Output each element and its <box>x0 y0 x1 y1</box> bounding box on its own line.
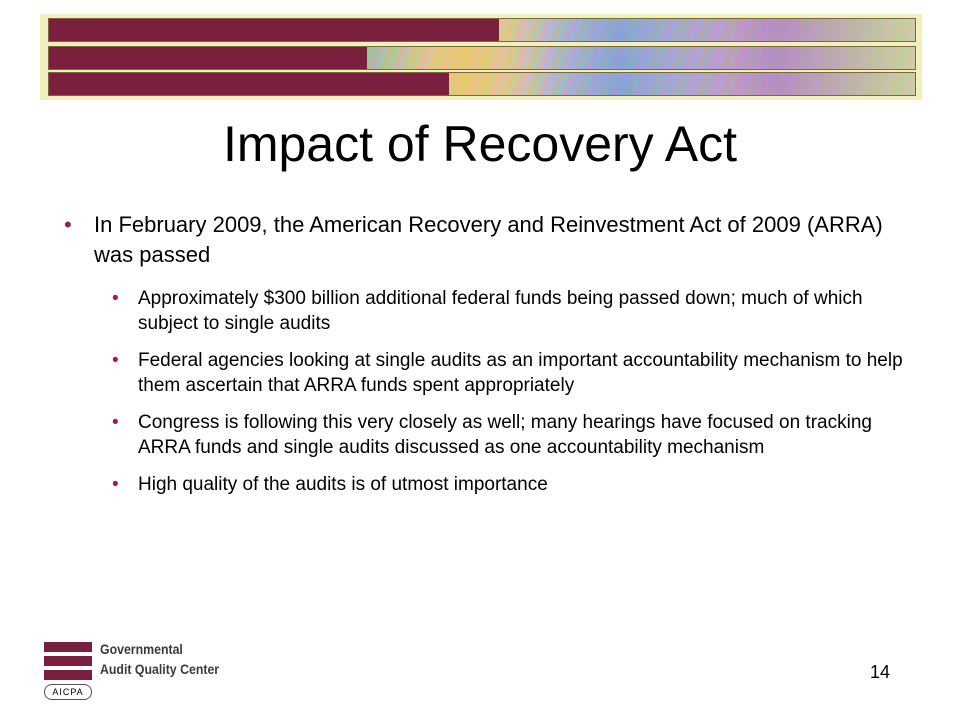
bullet-level-2 <box>112 410 904 460</box>
banner-stripe-3 <box>48 72 916 96</box>
bullet-text: Congress is following this very closely as well; many hearings have focused on tracking ARRA funds and single audits discussed as one accountability mechanism <box>138 412 872 458</box>
bullet-text: In February 2009, the American Recovery and Reinvestment Act of 2009 (ARRA) was passed <box>94 212 883 267</box>
logo-bar-icon <box>44 656 92 666</box>
banner-stripe-1 <box>48 18 916 42</box>
slide-content <box>64 210 904 509</box>
bullet-level-2 <box>112 472 904 497</box>
bullet-text: High quality of the audits is of utmost importance <box>138 474 548 495</box>
page-number: 14 <box>870 662 891 682</box>
bullet-icon: • <box>112 412 119 433</box>
logo-line-2: Audit Quality Center <box>100 661 220 677</box>
aicpa-badge: AICPA <box>44 684 92 700</box>
bullet-text: Approximately $300 billion additional federal funds being passed down; much of which subject to single audits <box>138 288 863 334</box>
bullet-icon: • <box>112 350 119 371</box>
decorative-banner <box>40 14 922 100</box>
bullet-icon: • <box>112 474 119 495</box>
banner-stripe-3-fill <box>49 73 449 95</box>
banner-stripe-1-fill <box>49 19 499 41</box>
banner-stripe-2 <box>48 46 916 70</box>
logo-bar-icon <box>44 670 92 680</box>
banner-stripe-2-fill <box>49 47 367 69</box>
bullet-icon: • <box>112 288 119 309</box>
bullet-level-1 <box>64 210 904 270</box>
bullet-level-2 <box>112 348 904 398</box>
slide-title: Impact of Recovery Act <box>222 116 738 172</box>
bullet-icon: • <box>64 212 72 237</box>
gaqc-logo <box>44 642 244 700</box>
bullet-level-2 <box>112 286 904 336</box>
logo-bar-icon <box>44 642 92 652</box>
bullet-text: Federal agencies looking at single audits as an important accountability mechanism to help them ascertain that ARRA funds spent appropriately <box>138 350 903 396</box>
logo-line-1: Governmental <box>100 641 183 657</box>
